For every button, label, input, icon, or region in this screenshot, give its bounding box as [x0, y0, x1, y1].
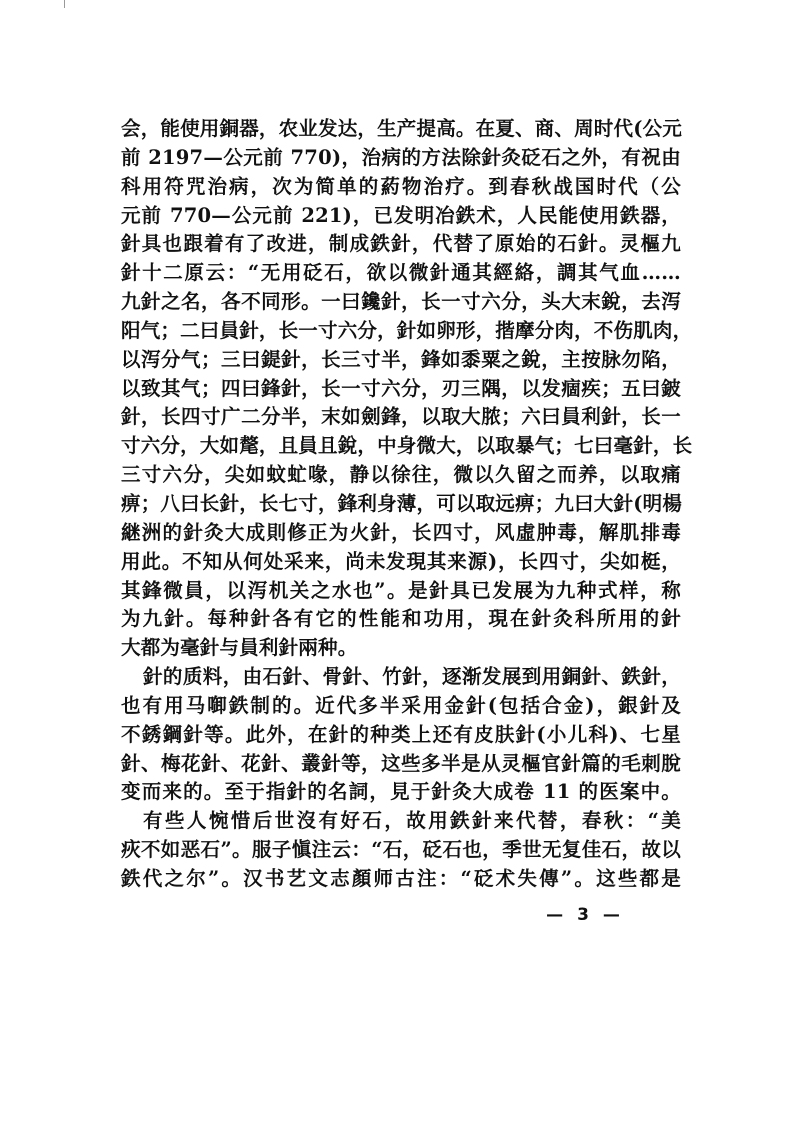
text-line: 鉄代之尔”。汉书艺文志顏师古注：“砭术失傳”。这些都是 — [121, 866, 681, 890]
text-line: 用此。不知从何处采来，尚未发現其来源)，长四寸，尖如梃， — [121, 549, 681, 573]
text-line: 針十二原云：“无用砭石，欲以微針通其經絡，調其气血…… — [121, 261, 681, 285]
text-line: 疢不如恶石”。服子愼注云：“石，砭石也，季世无复佳石，故以 — [121, 838, 681, 862]
text-line: 針具也跟着有了改进，制成鉄針，代替了原始的石針。灵樞九 — [121, 232, 681, 256]
text-line: 也有用马啣鉄制的。近代多半采用金針(包括合金)，銀針及 — [121, 693, 681, 717]
text-line: 阳气；二曰員針，长一寸六分，針如卵形，揩摩分肉，不伤肌肉， — [121, 318, 693, 342]
text-line: 元前 770—公元前 221)，已发明冶鉄术，人民能使用鉄器， — [121, 203, 681, 227]
text-line: 有些人惋惜后世沒有好石，故用鉄針来代替，春秋：“美 — [143, 809, 681, 833]
text-line: 九針之名，各不同形。一曰鑱針，长一寸六分，头大末銳，去泻 — [121, 290, 681, 314]
text-line: 針，长四寸广二分半，末如劍鋒，以取大脓；六曰員利針，长一 — [121, 405, 681, 429]
text-line: 寸六分，大如氂，且員且銳，中身微大，以取暴气；七曰毫針，长 — [121, 434, 693, 458]
scan-mark — [64, 0, 65, 8]
text-line: 三寸六分，尖如蚊虻喙，静以徐往，微以久留之而养，以取痛 — [121, 463, 681, 487]
text-line: 科用符咒治病，次为简单的葯物治疗。到春秋战国时代（公 — [121, 174, 681, 198]
text-line: 以致其气；四曰鋒針，长一寸六分，刃三隅，以发痼疾；五曰鈹 — [121, 376, 681, 400]
text-line: 前 2197—公元前 770)，治病的方法除針灸砭石之外，有祝由 — [121, 145, 681, 169]
text-line: 大都为毫針与員利針兩种。 — [121, 636, 358, 660]
text-line: 不銹鋼針等。此外，在針的种类上还有皮肤針(小儿科)、七星 — [121, 722, 681, 746]
text-line: 針、梅花針、花針、叢針等，这些多半是从灵樞官針篇的毛刺脫 — [121, 751, 681, 775]
text-line: 以泻分气；三曰鍉針，长三寸半，鋒如黍粟之銳，主按脉勿陷， — [121, 347, 681, 371]
text-line: 針的质料，由石針、骨針、竹針，逐渐发展到用銅針、鉄針， — [143, 665, 681, 689]
text-line: 継洲的針灸大成則修正为火針，长四寸，风虛肿毒，解肌排毒 — [121, 520, 681, 544]
page-number: — 3 — — [546, 905, 624, 925]
text-line: 会，能使用銅器，农业发达，生产提高。在夏、商、周时代(公元 — [121, 117, 683, 140]
text-line: 其鋒微員，以泻机关之水也”。是針具已发展为九种式样，称 — [121, 578, 681, 602]
text-line: 为九針。每种針各有它的性能和功用，現在針灸科所用的針 — [121, 607, 681, 631]
text-line: 痹；八曰长針，长七寸，鋒利身薄，可以取远痹；九曰大針(明楊 — [121, 491, 683, 515]
text-line: 变而来的。至于指針的名詞，見于針灸大成卷 11 的医案中。 — [121, 780, 681, 804]
document-body — [121, 115, 693, 894]
